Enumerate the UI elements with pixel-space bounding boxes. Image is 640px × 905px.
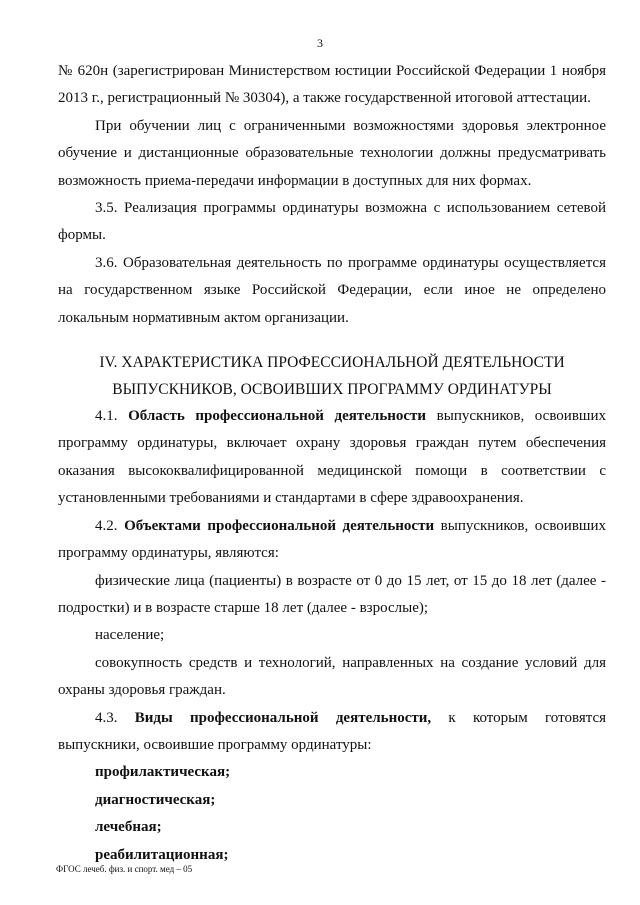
- activity-type-item: реабилитационная;: [95, 846, 229, 863]
- bold-term: Виды профессиональной деятельности,: [134, 709, 432, 726]
- paragraph-4-2: [58, 513, 606, 568]
- paragraph-3-5: 3.5. Реализация программы ординатуры возможна с использованием сетевой формы.: [58, 200, 606, 244]
- clause-text: выпускников, освоивших программу ординатуры, являются:: [58, 517, 606, 562]
- page-number: 3: [317, 36, 323, 50]
- object-item: совокупность средств и технологий, направленных на создание условий для охраны здоровья граждан.: [58, 654, 606, 699]
- paragraph-4-3: [58, 705, 606, 760]
- section-heading-line-2: ВЫПУСКНИКОВ, ОСВОИВШИХ ПРОГРАММУ ОРДИНАТУРЫ: [112, 381, 552, 399]
- section-heading-line-1: IV. ХАРАКТЕРИСТИКА ПРОФЕССИОНАЛЬНОЙ ДЕЯТЕЛЬНОСТИ: [99, 354, 565, 372]
- paragraph-4-1: [58, 403, 606, 513]
- activity-type-item: лечебная;: [95, 819, 162, 836]
- clause-number: 4.2.: [95, 517, 118, 534]
- bold-term: Область профессиональной деятельности: [128, 408, 427, 425]
- section-heading: [58, 349, 606, 403]
- clause-text: выпускников, освоивших программу ординатуры, включает охрану здоровья граждан путем обеспечения оказания высококвалифицированной медицинской помощи в соответствии с установленными требованиями и стандартами в сфере здравоохранения.: [58, 408, 606, 507]
- bold-term: Объектами профессиональной деятельности: [124, 517, 435, 534]
- object-item: население;: [95, 627, 165, 644]
- paragraph-continuation: № 620н (зарегистрирован Министерством юстиции Российской Федерации 1 ноября 2013 г., регистрационный № 30304), а также государственной итоговой аттестации.: [58, 63, 606, 107]
- clause-number: 4.3.: [95, 709, 118, 726]
- clause-number: 4.1.: [95, 408, 118, 425]
- paragraph-3-6: 3.6. Образовательная деятельность по программе ординатуры осуществляется на государственном языке Российской Федерации, если иное не определено локальным нормативным актом организации.: [58, 254, 606, 326]
- page-content: [58, 58, 606, 869]
- activity-type-item: диагностическая;: [95, 791, 216, 808]
- object-item: физические лица (пациенты) в возрасте от 0 до 15 лет, от 15 до 18 лет (далее - подростки) и в возрасте старше 18 лет (далее - взрослые);: [58, 572, 606, 616]
- paragraph-disabilities: При обучении лиц с ограниченными возможностями здоровья электронное обучение и дистанционные образовательные технологии должны предусматривать возможность приема-передачи информации в доступных для них формах.: [58, 117, 606, 189]
- activity-type-item: профилактическая;: [95, 764, 231, 781]
- page-footer: ФГОС лечеб. физ. и спорт. мед – 05: [56, 864, 193, 874]
- clause-text: к которым готовятся выпускники, освоившие программу ординатуры:: [58, 709, 607, 753]
